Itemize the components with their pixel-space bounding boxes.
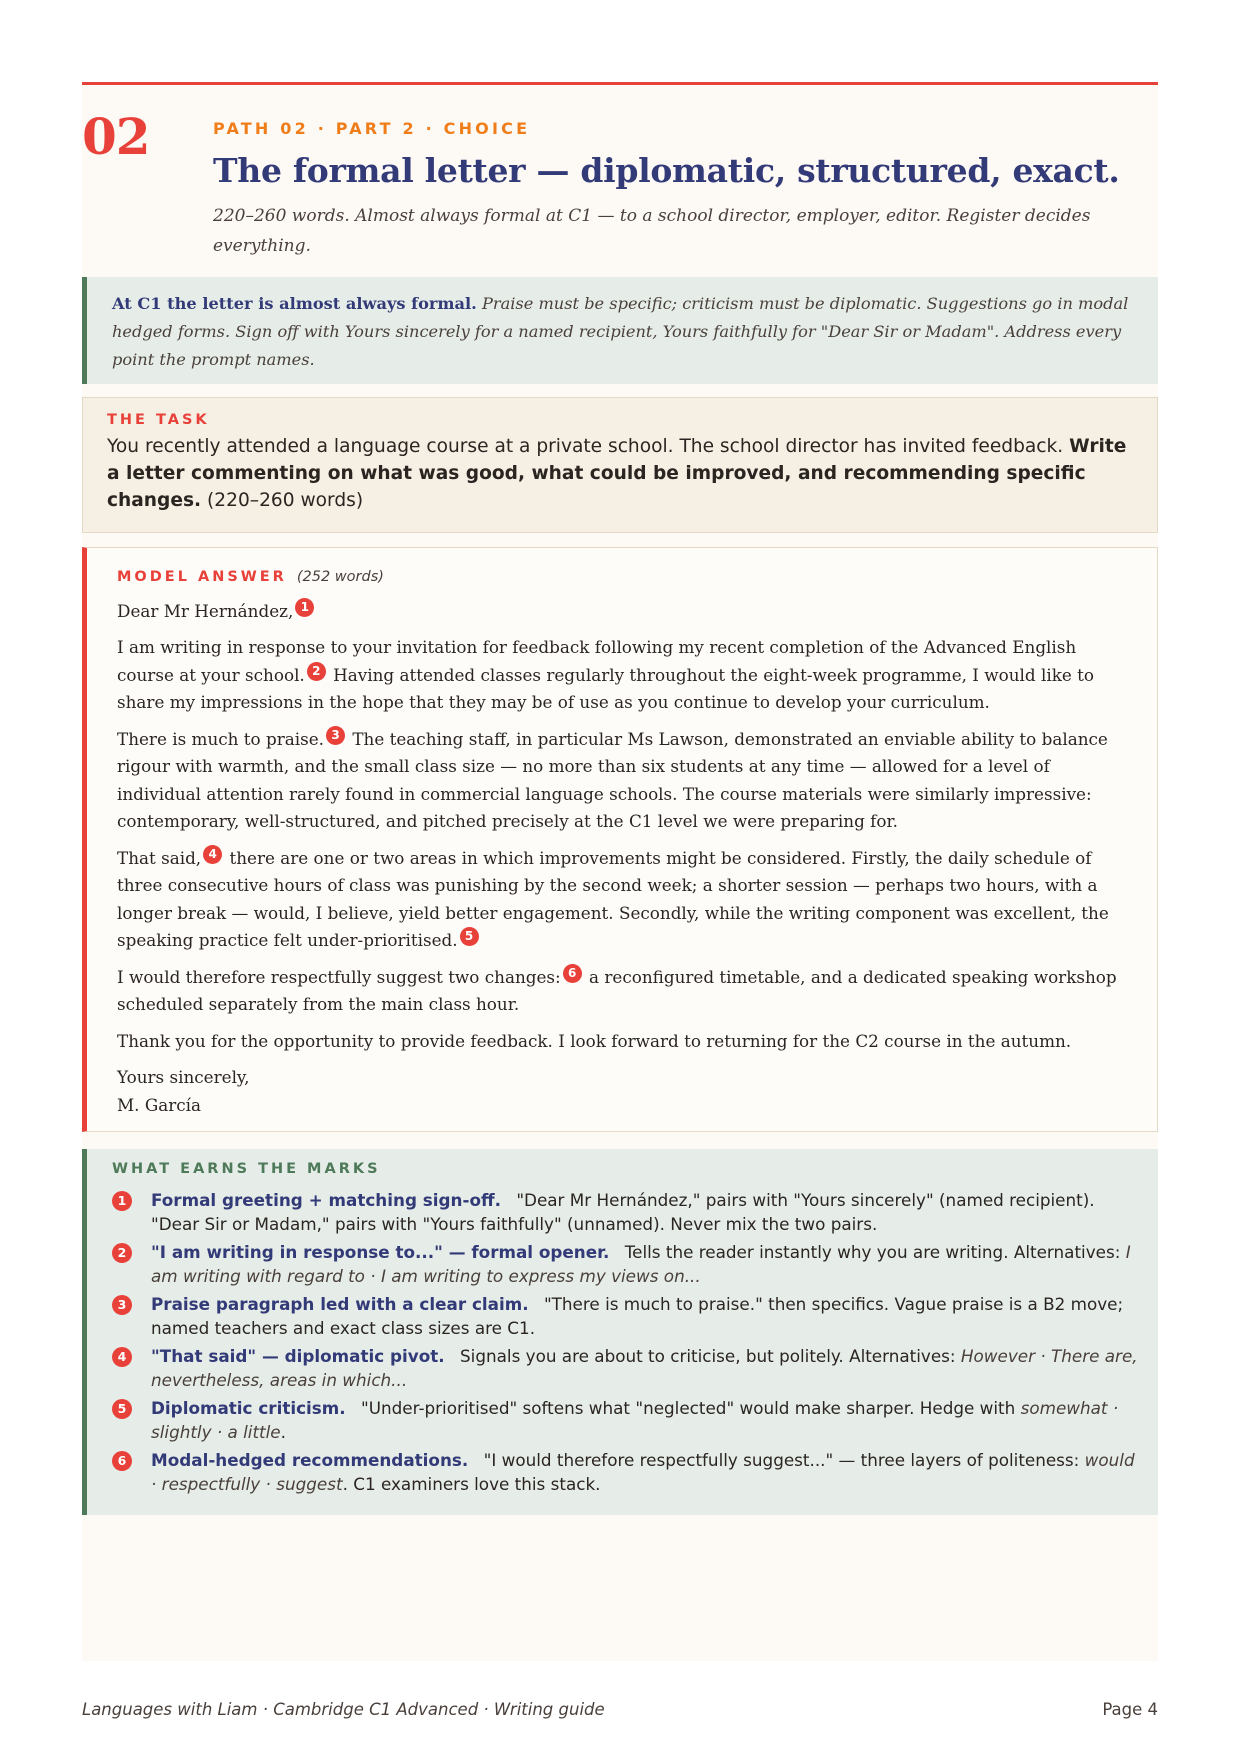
- mark-heading: "That said" — diplomatic pivot.: [151, 1346, 445, 1366]
- register-note: [82, 277, 1158, 384]
- page-title: The formal letter — diplomatic, structured, exact.: [213, 151, 1120, 190]
- mark-number: 6: [112, 1451, 132, 1471]
- section-kicker: PATH 02 · PART 2 · CHOICE: [213, 119, 531, 138]
- mark-text: "I would therefore respectfully suggest..." — three layers of politeness:: [483, 1450, 1080, 1470]
- mark-alternatives: somewhat · slightly · a little: [151, 1398, 1119, 1442]
- p3-opener: That said,: [117, 847, 202, 868]
- greeting-text: Dear Mr Hernández,: [117, 600, 294, 621]
- task-intro: You recently attended a language course at a private school. The school director has invited feedback.: [107, 436, 1064, 457]
- note-text: Praise must be specific; criticism must be diplomatic. Suggestions go in modal hedged forms. Sign off with Yours sincerely for a named recipient, Yours faithfully for "Dear Sir or Madam". Address every point the prompt names.: [112, 294, 1129, 369]
- task-body: [107, 433, 1134, 514]
- p2-opener: There is much to praise.: [117, 728, 324, 749]
- mark-number: 3: [112, 1295, 132, 1315]
- mark-heading: Praise paragraph led with a clear claim.: [151, 1294, 529, 1314]
- marks-box: [82, 1149, 1158, 1515]
- model-word-count: (252 words): [296, 569, 384, 585]
- mark-text: "There is much to praise." then specifics. Vague praise is a B2 move; named teachers and exact class sizes are C1.: [151, 1294, 1124, 1338]
- marks-label: WHAT EARNS THE MARKS: [112, 1161, 381, 1177]
- letter-paragraph-1: [117, 634, 1137, 717]
- footer-title: Languages with Liam · Cambridge C1 Advanced · Writing guide: [82, 1700, 605, 1719]
- page-subtitle: 220–260 words. Almost always formal at C1 — to a school director, employer, editor. Register decides everything.: [213, 206, 1091, 256]
- mark-heading: Diplomatic criticism.: [151, 1398, 346, 1418]
- p3-rest: there are one or two areas in which improvements might be considered. Firstly, the daily schedule of three consecutive hours of class was punishing by the second week; a shorter session — perhaps two hours, with a longer break — would, I believe, yield better engagement. Secondly, while the writing component was excellent, the speaking practice felt under-prioritised.: [117, 847, 1109, 950]
- page-number: Page 4: [1102, 1700, 1158, 1719]
- p4-opener: I would therefore respectfully suggest two changes:: [117, 966, 561, 987]
- mark-alternatives: However · There are, nevertheless, areas in which...: [151, 1346, 1138, 1390]
- mark-item: [112, 1396, 1138, 1444]
- task-instruction: Write a letter commenting on what was good, what could be improved, and recommending specific changes.: [107, 436, 1127, 511]
- mark-text: "Dear Mr Hernández," pairs with "Yours sincerely" (named recipient). "Dear Sir or Madam," pairs with "Yours faithfully" (unnamed). Never mix the two pairs.: [151, 1190, 1095, 1234]
- p1-opener: I am writing in response to your invitation for feedback following my recent completion of the Advanced English course at your school.: [117, 637, 1077, 685]
- mark-alternatives: I am writing with regard to · I am writing to express my views on...: [151, 1242, 1131, 1286]
- mark-item: [112, 1292, 1138, 1340]
- task-box: [82, 397, 1158, 533]
- mark-number: 5: [112, 1399, 132, 1419]
- marker-5: 5: [460, 927, 479, 946]
- mark-number: 1: [112, 1191, 132, 1211]
- marker-2: 2: [307, 662, 326, 681]
- model-label: MODEL ANSWER: [117, 569, 287, 585]
- model-answer: [82, 547, 1158, 1132]
- section-number: 02: [82, 107, 150, 166]
- mark-heading: "I am writing in response to..." — formal opener.: [151, 1242, 610, 1262]
- mark-item: [112, 1448, 1138, 1496]
- mark-text: "Under-prioritised" softens what "neglected" would make sharper. Hedge with: [361, 1398, 1016, 1418]
- mark-after: .: [280, 1422, 286, 1442]
- marker-6: 6: [563, 964, 582, 983]
- letter-paragraph-2: [117, 726, 1137, 836]
- mark-heading: Modal-hedged recommendations.: [151, 1450, 469, 1470]
- p4-rest: a reconfigured timetable, and a dedicated speaking workshop scheduled separately from the main class hour.: [117, 966, 1117, 1014]
- task-word-limit: (220–260 words): [207, 490, 364, 511]
- letter-paragraph-5: Thank you for the opportunity to provide feedback. I look forward to returning for the C2 course in the autumn.: [117, 1030, 1072, 1051]
- mark-alternatives: would · respectfully · suggest: [151, 1450, 1135, 1494]
- p1-rest: Having attended classes regularly throughout the eight-week programme, I would like to share my impressions in the hope that they may be of use as you continue to develop your curriculum.: [117, 664, 1095, 712]
- task-label: THE TASK: [107, 412, 210, 428]
- mark-item: [112, 1240, 1138, 1288]
- mark-text: Signals you are about to criticise, but politely. Alternatives:: [460, 1346, 956, 1366]
- mark-after: . C1 examiners love this stack.: [342, 1474, 601, 1494]
- marker-4: 4: [203, 845, 222, 864]
- p2-rest: The teaching staff, in particular Ms Lawson, demonstrated an enviable ability to balance rigour with warmth, and the small class size — no more than six students at any time — allowed for a level of individual attention rarely found in commercial language schools. The course materials were similarly impressive: contemporary, well-structured, and pitched precisely at the C1 level we were preparing for.: [117, 728, 1108, 831]
- mark-number: 4: [112, 1347, 132, 1367]
- letter-paragraph-3: [117, 845, 1137, 955]
- letter-paragraph-4: [117, 964, 1137, 1019]
- mark-item: [112, 1344, 1138, 1392]
- page-sheet: [82, 82, 1158, 1661]
- marker-3: 3: [326, 726, 345, 745]
- letter-signoff: Yours sincerely,: [117, 1067, 250, 1087]
- mark-item: [112, 1188, 1138, 1236]
- letter-signature: M. García: [117, 1094, 202, 1115]
- mark-heading: Formal greeting + matching sign-off.: [151, 1190, 501, 1210]
- mark-number: 2: [112, 1243, 132, 1263]
- page-header: [82, 85, 1158, 275]
- marker-1: 1: [295, 598, 314, 617]
- note-lead: At C1 the letter is almost always formal.: [112, 294, 477, 313]
- mark-text: Tells the reader instantly why you are writing. Alternatives:: [624, 1242, 1121, 1262]
- letter-greeting: [117, 598, 1137, 626]
